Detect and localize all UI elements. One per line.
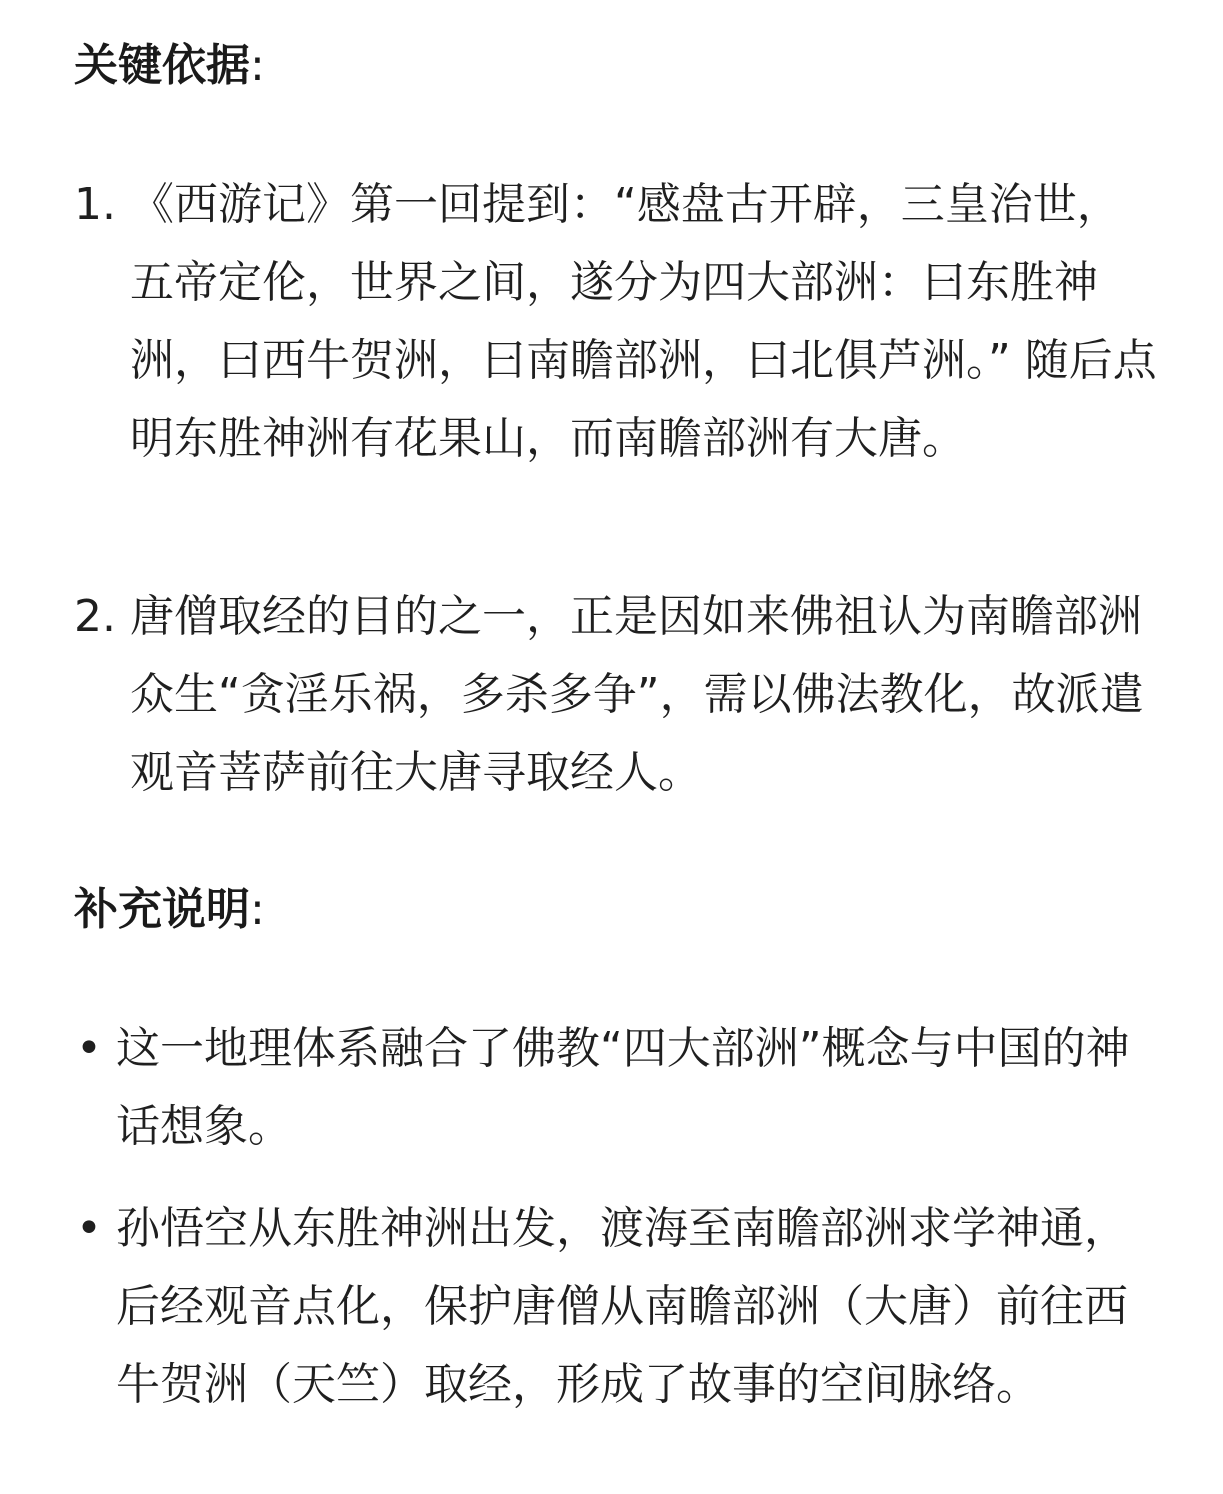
- list-number: 2.: [74, 591, 116, 642]
- list-number: 1.: [74, 179, 116, 230]
- bullet-marker: •: [76, 1203, 102, 1254]
- list-item-text: 这一地理体系融合了佛教“四大部洲”概念与中国的神话想象。: [116, 1023, 1130, 1152]
- list-item-text: 唐僧取经的目的之一，正是因如来佛祖认为南瞻部洲众生“贪淫乐祸，多杀多争”，需以佛法教化，故派遣观音菩萨前往大唐寻取经人。: [130, 591, 1144, 798]
- bullet-list-item: [74, 1010, 1164, 1166]
- bullet-marker: •: [76, 1023, 102, 1074]
- list-item-text: 孙悟空从东胜神洲出发，渡海至南瞻部洲求学神通，后经观音点化，保护唐僧从南瞻部洲（大唐）前往西牛贺洲（天竺）取经，形成了故事的空间脉络。: [116, 1203, 1128, 1410]
- heading-colon: :: [250, 40, 265, 91]
- ordered-list-item: [74, 578, 1164, 812]
- heading-colon: :: [250, 884, 265, 935]
- section-heading-key-basis: [74, 38, 265, 94]
- section-heading-text: 补充说明: [74, 884, 250, 935]
- section-heading-text: 关键依据: [74, 40, 250, 91]
- list-item-text: 《西游记》第一回提到：“感盘古开辟，三皇治世，五帝定伦，世界之间，遂分为四大部洲：曰东胜神洲，曰西牛贺洲，曰南瞻部洲，曰北俱芦洲。” 随后点明东胜神洲有花果山，而南瞻部洲有大唐。: [130, 179, 1157, 464]
- section-heading-supplement: [74, 882, 265, 938]
- ordered-list-item: [74, 166, 1164, 478]
- bullet-list-item: [74, 1190, 1164, 1424]
